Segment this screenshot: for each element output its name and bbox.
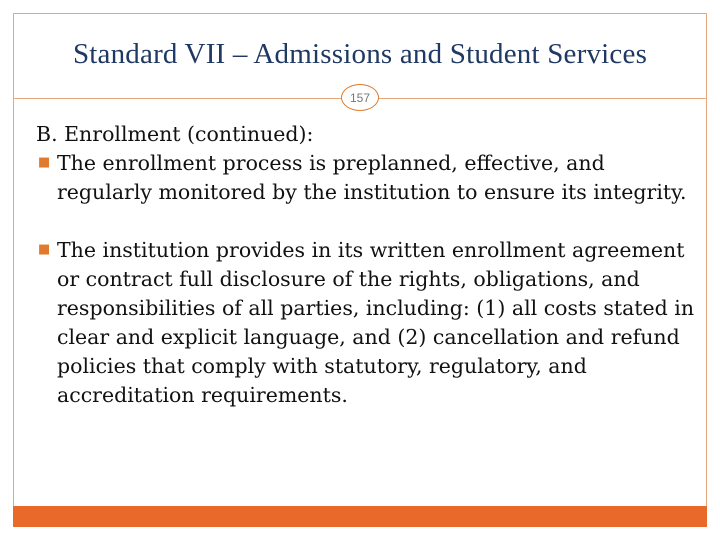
slide-body: [36, 120, 696, 410]
square-bullet-icon: ■: [38, 155, 51, 170]
slide-title: Standard VII – Admissions and Student Services: [72, 38, 648, 70]
bullet-text: The institution provides in its written enrollment agreement or contract full disclosure of the rights, obligations, and responsibilities of all parties, including: (1) all costs stated in clear and explicit language, and (2) cancellation and refund policies that comply with statutory, regulatory, and accreditation requirements.: [57, 238, 695, 407]
page-number-badge: 157: [341, 84, 379, 111]
section-subheading: B. Enrollment (continued):: [36, 122, 314, 146]
bullet-text: The enrollment process is preplanned, effective, and regularly monitored by the institution to ensure its integrity.: [57, 151, 687, 204]
bullet-list: [36, 149, 696, 410]
square-bullet-icon: ■: [38, 242, 51, 257]
bullet-item: [36, 236, 696, 410]
bullet-item: [36, 149, 696, 207]
footer-accent-bar: [13, 506, 707, 527]
